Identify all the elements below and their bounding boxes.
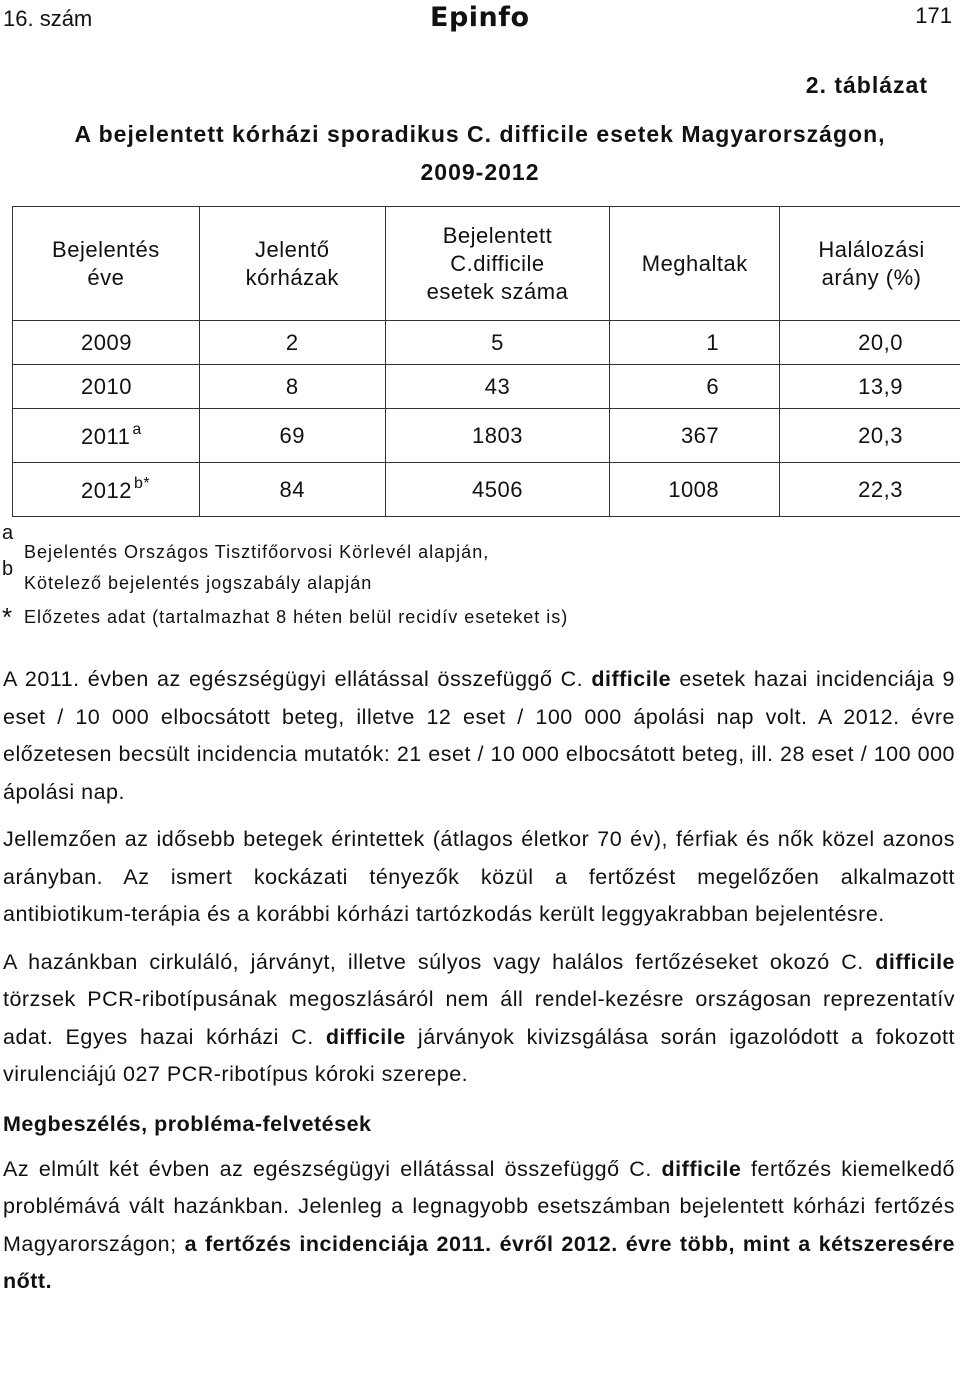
table-header-row (13, 207, 960, 321)
paragraph-risk-factors: Jellemzően az idősebb betegek érintettek (átlagos életkor 70 év), férfiak és nők közel azonos arányban. Az ismert kockázati tényezők közül a fertőzést megelőzően alkalmazott antibiotikum-terápia és a korábbi kórházi tartózkodás került leggyakrabban bejelentésre. (3, 827, 955, 926)
header-cases: Bejelentett C.difficile esetek száma (385, 207, 610, 321)
table-footnotes (0, 522, 960, 630)
cell-year: 2009 (13, 321, 200, 365)
page-header (0, 0, 960, 44)
journal-logo: Epinfo (430, 2, 530, 33)
footnote (0, 594, 960, 630)
table-number: 2. táblázat (805, 72, 928, 98)
footnote-marker: a (2, 522, 15, 544)
cell-hospitals: 69 (199, 409, 385, 463)
cell-mortality: 20,0 (780, 321, 960, 365)
cell-deaths: 6 (610, 365, 780, 409)
table-title-line-1: A bejelentett kórházi sporadikus C. difficile esetek Magyarországon, (74, 121, 886, 147)
paragraph-incidence: A 2011. évben az egészségügyi ellátással összefüggő C. difficile esetek hazai incidenciája 9 eset / 10 000 elbocsátott beteg, illetve 12 eset / 100 000 ápolási nap volt. A 2012. évre előzetesen becsült incidencia mutatók: 21 eset / 10 000 elbocsátott beteg, ill. 28 eset / 100 000 ápolási nap. (3, 667, 955, 804)
cell-year: 2012 $^{b*}$ (13, 463, 200, 517)
footnote-text: Bejelentés Országos Tisztifőorvosi Körlevél alapján, (24, 542, 490, 562)
table-row (13, 409, 960, 463)
issue-number: 16. szám (3, 6, 93, 31)
cell-year: 2010 (13, 365, 200, 409)
cell-cases: 1803 (385, 409, 610, 463)
paragraph-discussion: Az elmúlt két évben az egészségügyi ellátással összefüggő C. difficile fertőzés kiemelkedő problémává vált hazánkban. Jelenleg a legnagyobb esetszámban bejelentett kórházi fertőzés Magyarországon; a fertőzés incidenciája 2011. évről 2012. évre több, mint a kétszeresére nőtt. (3, 1156, 955, 1293)
table-row (13, 463, 960, 517)
cell-cases: 4506 (385, 463, 610, 517)
table-row (13, 321, 960, 365)
cell-hospitals: 2 (199, 321, 385, 365)
footnote-mark: a (132, 421, 142, 438)
table-title (0, 115, 960, 191)
cell-mortality: 22,3 (780, 463, 960, 517)
table-title-line-2: 2009-2012 (420, 159, 540, 185)
section-heading: Megbeszélés, probléma-felvetések (3, 1111, 372, 1136)
table-row (13, 365, 960, 409)
cell-deaths: 1 (610, 321, 780, 365)
cell-year: 2011 $^a$ (13, 409, 200, 463)
footnote (0, 558, 960, 594)
header-hospitals: Jelentő kórházak (199, 207, 385, 321)
header-mortality: Halálozási arány (%) (780, 207, 960, 321)
footnote-marker: * (2, 602, 14, 632)
paragraph-ribotypes: A hazánkban cirkuláló, járványt, illetve súlyos vagy halálos fertőzéseket okozó C. difficile törzsek PCR-ribotípusának megoszlásáról nem áll rendel-kezésre országosan reprezentatív adat. Egyes hazai kórházi C. difficile járványok kivizsgálása során igazolódott a fokozott virulenciájú 027 PCR-ribotípus kóroki szerepe. (3, 949, 955, 1086)
footnote-text: Előzetes adat (tartalmazhat 8 héten belül recidív eseteket is) (24, 607, 569, 627)
cell-cases: 43 (385, 365, 610, 409)
cell-deaths: 1008 (610, 463, 780, 517)
header-deaths: Meghaltak (610, 207, 780, 321)
footnote-mark: b* (133, 475, 151, 492)
header-year: Bejelentés éve (13, 207, 200, 321)
cell-deaths: 367 (610, 409, 780, 463)
cell-mortality: 13,9 (780, 365, 960, 409)
cell-hospitals: 84 (199, 463, 385, 517)
cases-table (12, 206, 960, 517)
cell-hospitals: 8 (199, 365, 385, 409)
cell-mortality: 20,3 (780, 409, 960, 463)
footnote (0, 522, 960, 562)
article-body (3, 661, 955, 1301)
cell-cases: 5 (385, 321, 610, 365)
footnote-text: Kötelező bejelentés jogszabály alapján (24, 573, 373, 593)
footnote-marker: b (2, 558, 15, 580)
page-number: 171 (915, 3, 952, 28)
